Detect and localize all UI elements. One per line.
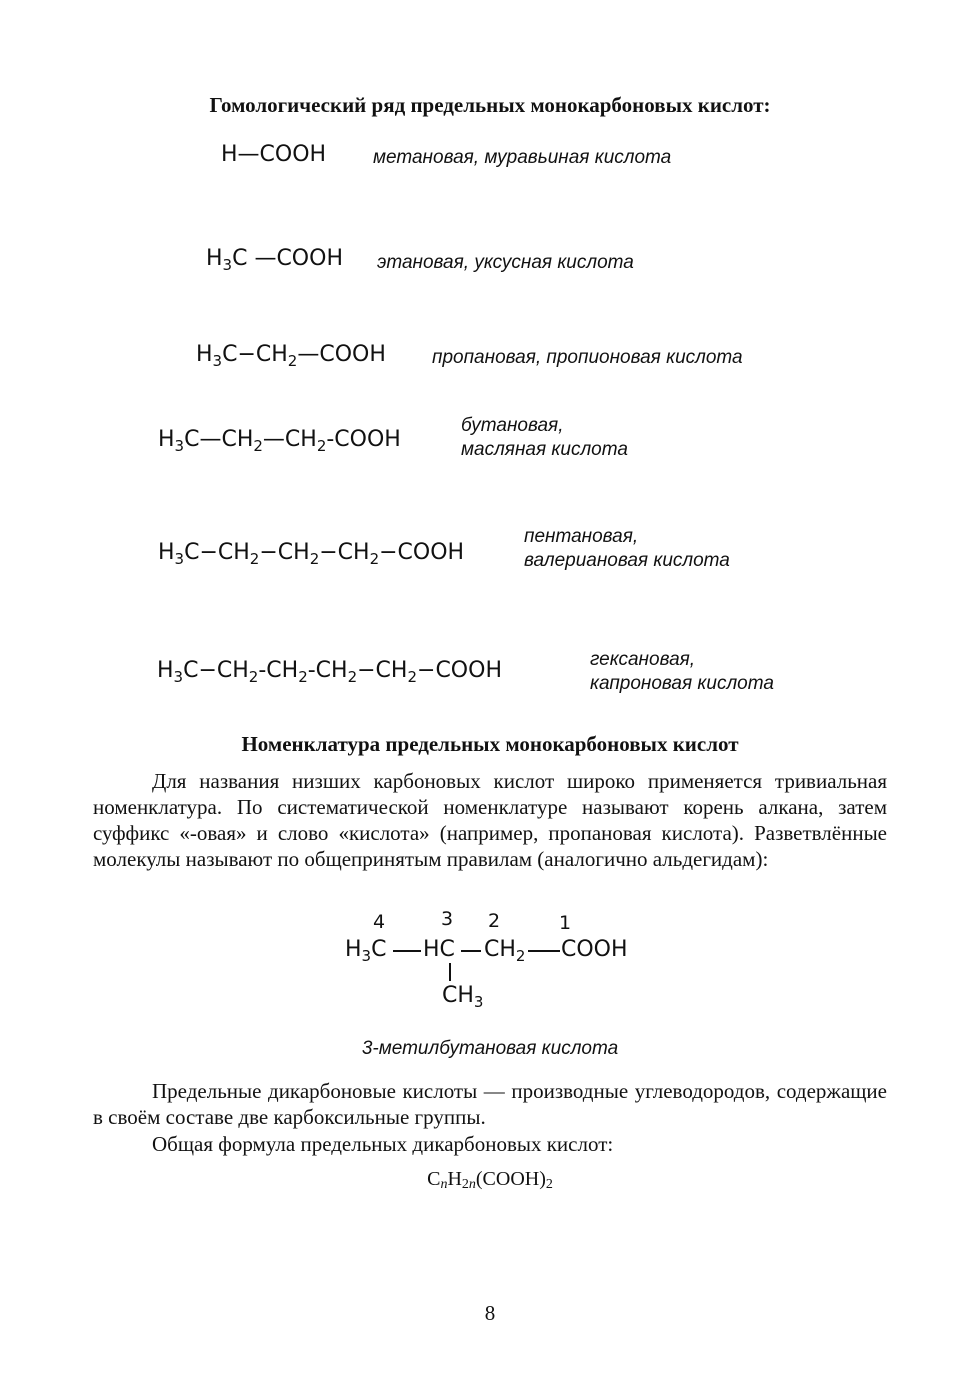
carbon-number-4: 4	[373, 911, 386, 933]
name-propionic: пропановая, пропионовая кислота	[432, 347, 743, 368]
formula-acetic	[206, 245, 343, 273]
formula-part: H	[157, 658, 174, 683]
general-formula	[0, 1168, 980, 1193]
formula-subscript: 2	[249, 550, 260, 568]
name-formic: метановая, муравьиная кислота	[373, 147, 672, 168]
branched-ch3	[442, 982, 483, 1010]
formula-propionic	[196, 341, 386, 369]
formula-subscript: 3	[174, 437, 185, 455]
formula-subscript: n	[440, 1177, 448, 1192]
formula-h: H	[447, 1168, 462, 1190]
bond-line	[528, 950, 560, 952]
branched-h3c	[345, 936, 386, 964]
name-line: пентановая,	[524, 526, 639, 547]
formula-c: C	[427, 1168, 441, 1190]
branched-ch2	[484, 936, 525, 964]
branched-cooh: COOH	[561, 937, 628, 962]
name-line: капроновая кислота	[590, 673, 774, 694]
formula-subscript: 3	[174, 550, 185, 568]
formula-part: -CH	[307, 658, 348, 683]
formula-subscript: 2	[253, 437, 263, 455]
formula-part: H	[158, 427, 175, 452]
formula-part: −COOH	[379, 540, 465, 565]
name-line: гексановая,	[590, 649, 696, 670]
atom-ch: CH	[484, 937, 516, 962]
formula-part: H	[158, 540, 175, 565]
nomenclature-paragraph: Для названия низших карбоновых кислот широко применяется тривиальная номенклатура. По систематической номенклатуре называют корень алкана, затем суффикс «-овая» и слово «кислота» (например, пропановая кислота). Разветвлённые молекулы называют по общепринятым правилам (аналогично альдегидам):	[93, 769, 887, 871]
atom-h: H	[345, 937, 362, 962]
formula-valeric	[158, 539, 464, 567]
formula-subscript: 2	[545, 1177, 553, 1192]
formula-subscript: 2	[515, 947, 526, 965]
formula-text: H—COOH	[221, 142, 327, 167]
section-title-nomenclature: Номенклатура предельных монокарбоновых кислот	[241, 732, 739, 756]
formula-subscript: 2	[287, 352, 298, 370]
carbon-number-2: 2	[488, 910, 501, 932]
bond-line	[461, 950, 481, 952]
formula-part: C—CH	[184, 427, 254, 452]
formula-subscript: 3	[212, 352, 223, 370]
dicarboxylic-paragraph: Предельные дикарбоновые кислоты — производные углеводородов, содержащие в своём составе две карбоксильные группы.	[93, 1079, 887, 1129]
formula-part: H	[196, 342, 213, 367]
formula-subscript: 3	[473, 993, 484, 1011]
name-line: бутановая,	[461, 415, 564, 436]
branch-bond	[449, 963, 451, 981]
formula-part: C−CH	[222, 342, 288, 367]
atom-c: C	[371, 937, 387, 962]
formula-part: C —COOH	[232, 246, 343, 271]
formula-subscript: 2	[298, 668, 308, 686]
name-caproic	[590, 648, 774, 696]
formula-subscript: 2	[248, 668, 259, 686]
formula-part: H	[206, 246, 223, 271]
formula-subscript: 2	[407, 668, 418, 686]
formula-part: −COOH	[417, 658, 502, 683]
formula-subscript: 2	[316, 437, 327, 455]
formula-butyric	[158, 426, 401, 454]
formula-part: −CH	[319, 540, 370, 565]
formula-subscript: 2	[309, 550, 320, 568]
formula-subscript: 2	[369, 550, 380, 568]
formula-subscript: 2	[347, 668, 358, 686]
bond-line	[393, 950, 421, 952]
carbon-number-3: 3	[441, 908, 454, 930]
branched-hc: HC	[423, 937, 455, 962]
name-line: масляная кислота	[461, 439, 628, 460]
formula-part: -CH	[258, 658, 299, 683]
formula-part: -COOH	[326, 427, 401, 452]
formula-caproic	[157, 657, 502, 685]
formula-part: C−CH	[184, 540, 250, 565]
carbon-number-1: 1	[559, 912, 572, 934]
formula-part: —COOH	[297, 342, 386, 367]
formula-subscript: 3	[361, 947, 372, 965]
name-butyric	[461, 414, 628, 462]
name-line: валериановая кислота	[524, 550, 730, 571]
formula-subscript: 2	[461, 1177, 469, 1192]
branched-caption: 3-метилбутановая кислота	[361, 1038, 619, 1059]
formula-subscript: 3	[222, 256, 233, 274]
section-title-homologous: Гомологический ряд предельных монокарбоновых кислот:	[209, 93, 771, 117]
name-acetic: этановая, уксусная кислота	[377, 252, 634, 273]
formula-subscript: n	[468, 1177, 476, 1192]
formula-subscript: 3	[173, 668, 184, 686]
formula-cooh: (COOH)	[475, 1168, 546, 1190]
formula-part: −CH	[259, 540, 310, 565]
formula-part: C−CH	[183, 658, 249, 683]
page-number: 8	[484, 1301, 496, 1325]
formula-formic	[221, 141, 326, 169]
formula-part: −CH	[357, 658, 408, 683]
formula-part: —CH	[262, 427, 317, 452]
general-formula-paragraph: Общая формула предельных дикарбоновых кислот:	[152, 1132, 614, 1156]
name-valeric	[524, 525, 730, 573]
atom-ch: CH	[442, 983, 474, 1008]
